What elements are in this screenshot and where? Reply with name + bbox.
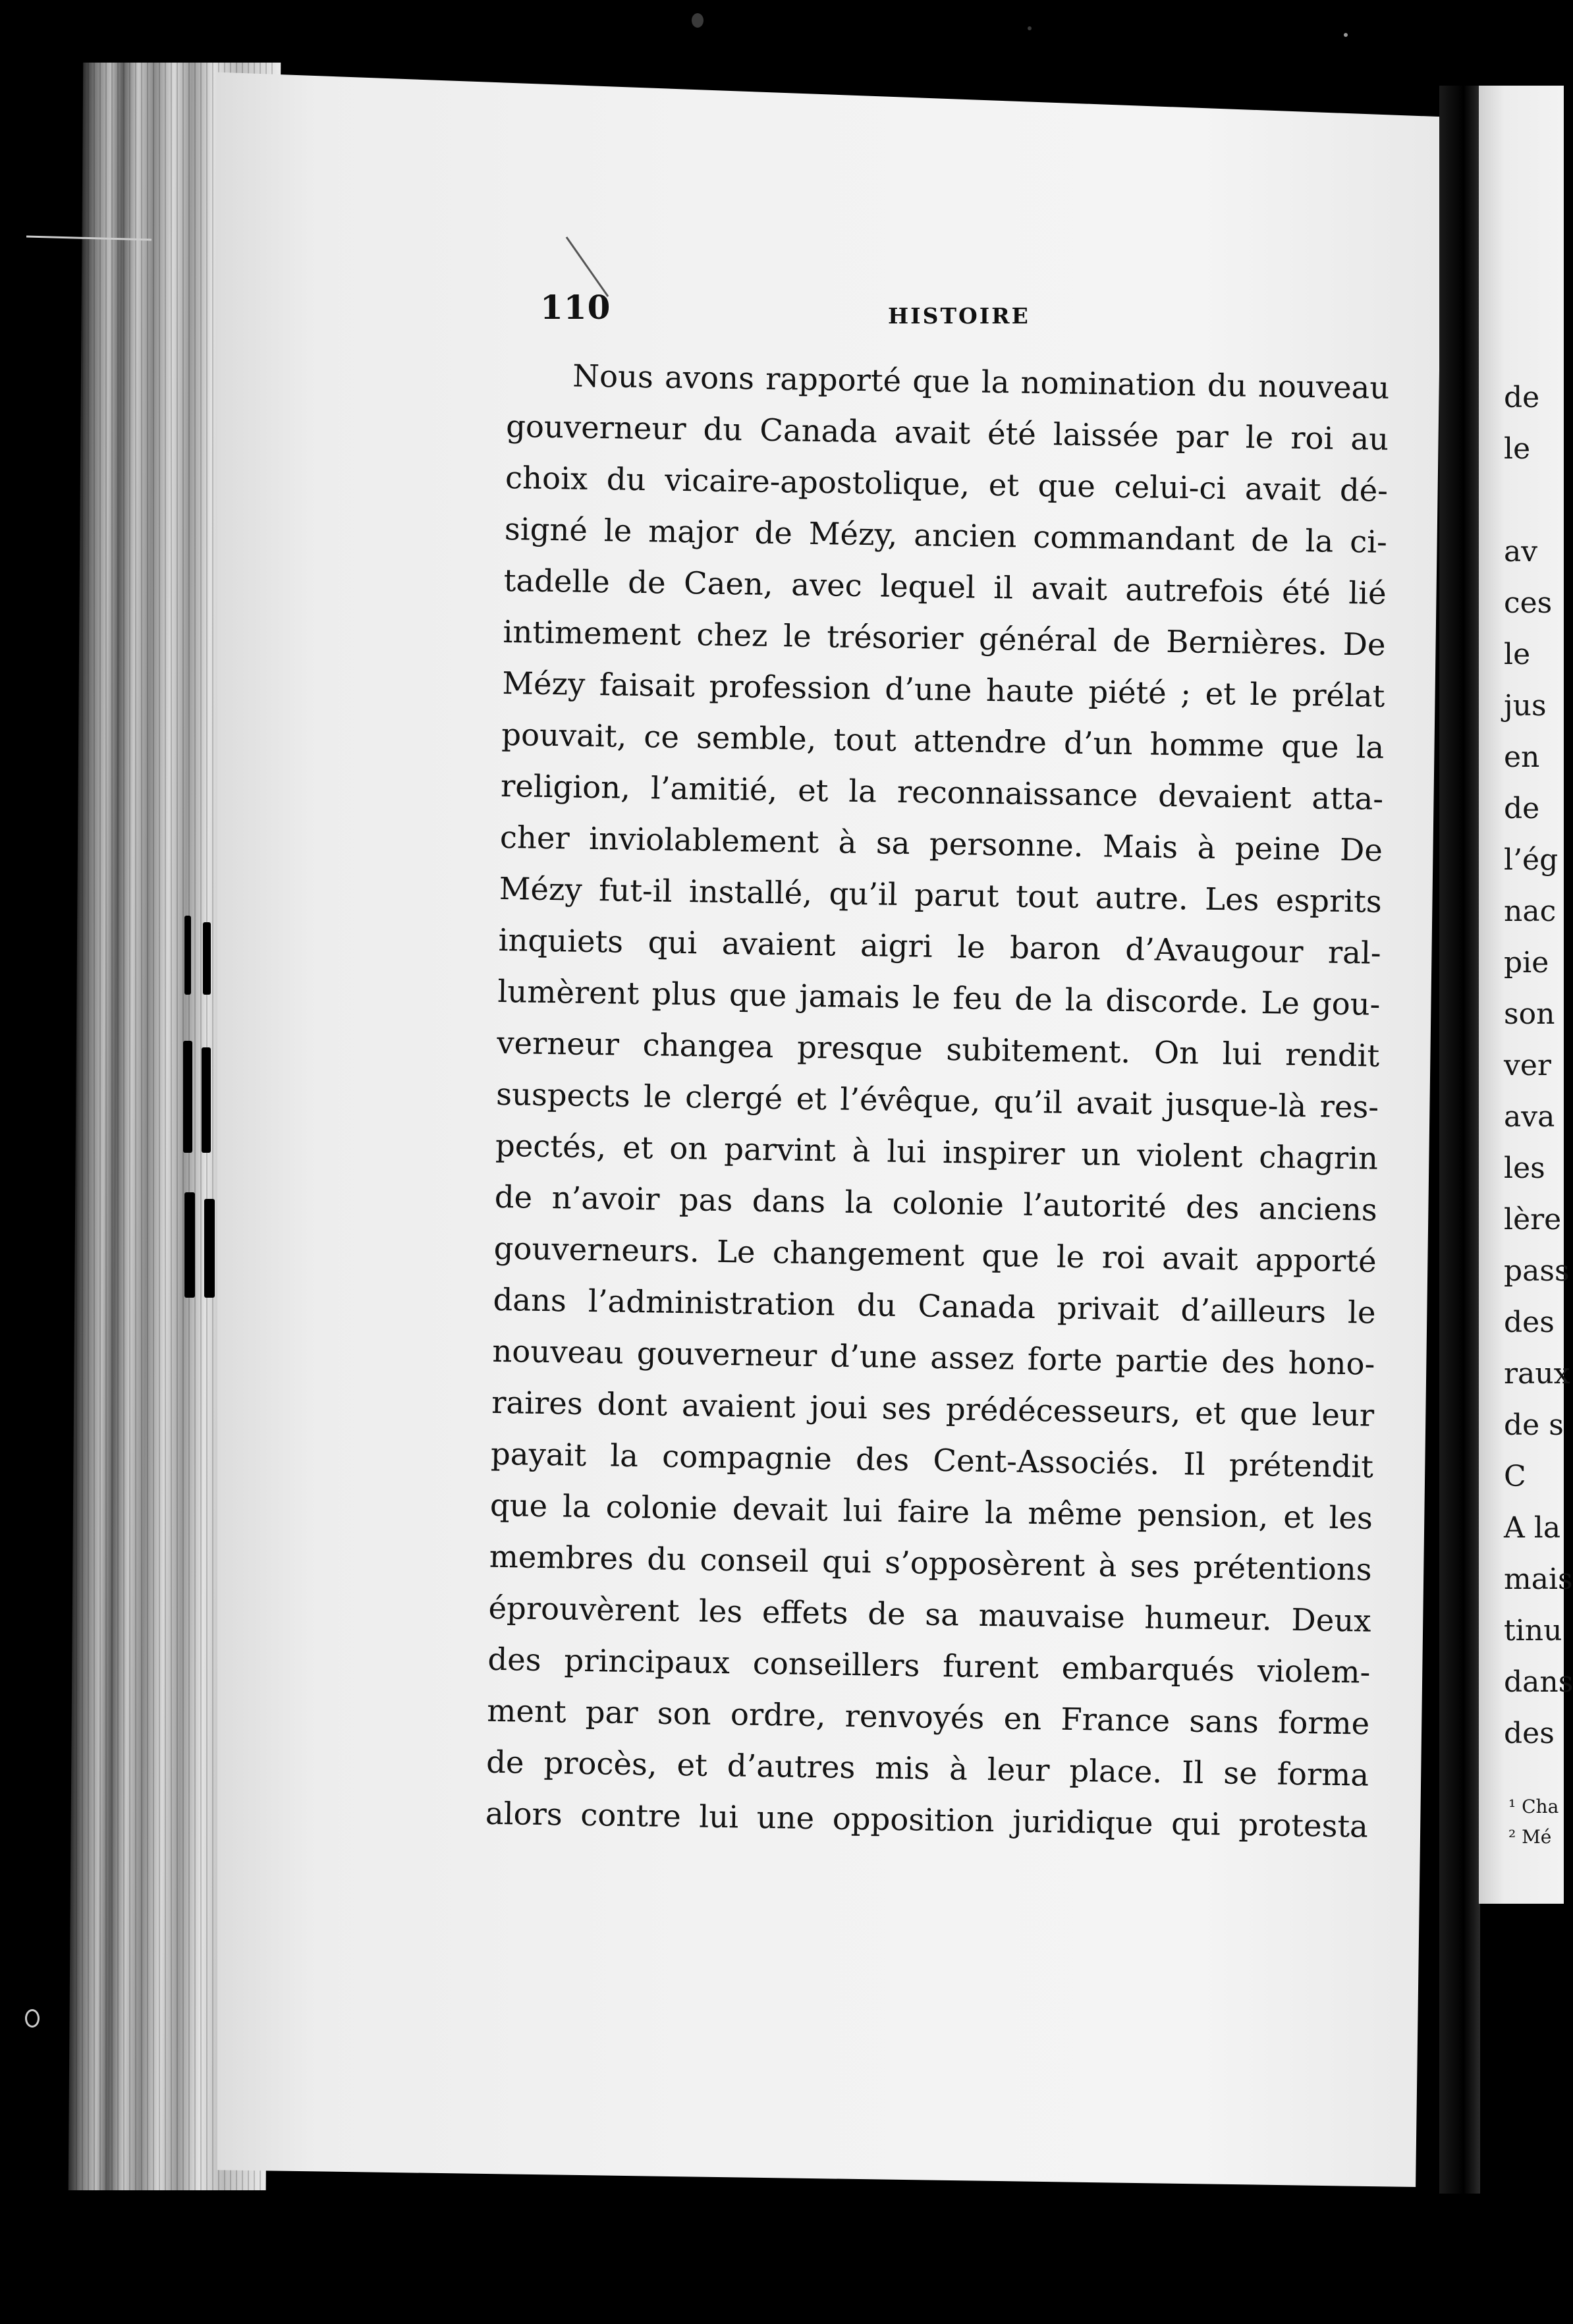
facing-text-fragment (1504, 475, 1564, 526)
facing-page-text (1504, 372, 1573, 1759)
spine-gutter (1439, 86, 1480, 2194)
text-line: Nous avons rapporté que la nomination du nouveau (572, 358, 1390, 406)
text-line: tadelle de Caen, avec lequel il avait autrefois été lié (503, 562, 1387, 611)
facing-text-fragment: des (1504, 1306, 1555, 1339)
scan-mark (25, 2009, 40, 2028)
page-number: 110 (540, 288, 611, 327)
facing-text-fragment: ver (1504, 1049, 1551, 1082)
text-line: verneur changea presque subitement. On lui rendit (496, 1024, 1380, 1074)
facing-footnote-fragment: ² Mé (1508, 1826, 1552, 1848)
facing-text-fragment: nac (1504, 895, 1557, 928)
text-line: que la colonie devait lui faire la même pension, et les (489, 1487, 1373, 1536)
facing-page-footnotes (1508, 1792, 1564, 1852)
text-line: raires dont avaient joui ses prédécesseurs, et que leur (491, 1384, 1375, 1433)
facing-text-fragment: l’ég (1504, 843, 1559, 877)
text-line: de procès, et d’autres mis à leur place. Il se forma (485, 1744, 1369, 1793)
body-paragraph (485, 349, 1389, 1852)
facing-text-fragment: dans (1504, 1665, 1573, 1699)
scan-speck (1344, 33, 1348, 37)
facing-text-fragment: le (1504, 432, 1531, 466)
facing-footnote-fragment: ¹ Cha (1508, 1796, 1559, 1817)
text-line: pectés, et on parvint à lui inspirer un violent chagrin (495, 1127, 1379, 1176)
scan-speck (692, 13, 704, 28)
text-line: des principaux conseillers furent embarqués violem- (487, 1641, 1371, 1690)
facing-text-fragment: le (1504, 638, 1531, 671)
facing-text-fragment: A la (1504, 1511, 1561, 1545)
facing-text-fragment: tinu (1504, 1614, 1562, 1647)
facing-text-fragment: en (1504, 740, 1540, 774)
text-line: cher inviolablement à sa personne. Mais à peine De (499, 819, 1383, 868)
facing-text-fragment: de s (1504, 1408, 1564, 1442)
facing-text-fragment: mais (1504, 1563, 1573, 1596)
text-line: nouveau gouverneur d’une assez forte partie des hono- (492, 1333, 1375, 1382)
text-line: éprouvèrent les effets de sa mauvaise humeur. Deux (488, 1590, 1371, 1639)
facing-text-fragment: av (1504, 535, 1538, 568)
facing-text-fragment: ces (1504, 586, 1553, 620)
text-line: pouvait, ce semble, tout attendre d’un homme que la (501, 716, 1385, 765)
facing-text-fragment: C (1504, 1460, 1526, 1493)
text-line: membres du conseil qui s’opposèrent à ses prétentions (489, 1538, 1373, 1588)
facing-text-fragment: de (1504, 381, 1540, 414)
text-line: inquiets qui avaient aigri le baron d’Avaugour ral- (498, 922, 1381, 971)
text-line: choix du vicaire-apostolique, et que celui-ci avait dé- (505, 459, 1389, 509)
facing-text-fragment: pie (1504, 946, 1549, 980)
text-line: religion, l’amitié, et la reconnaissance devaient atta- (500, 767, 1384, 817)
facing-text-fragment: les (1504, 1151, 1545, 1185)
text-line: de n’avoir pas dans la colonie l’autorité des anciens (494, 1178, 1378, 1228)
running-title: HISTOIRE (888, 303, 1030, 329)
facing-text-fragment: jus (1504, 689, 1547, 723)
text-line: dans l’administration du Canada privait d’ailleurs le (493, 1281, 1376, 1331)
facing-text-fragment: ava (1504, 1100, 1555, 1134)
scan-speck (1028, 26, 1032, 30)
facing-text-fragment: lère (1504, 1203, 1562, 1236)
text-line: Mézy faisait profession d’une haute piété ; et le prélat (502, 665, 1385, 714)
text-line: Mézy fut-il installé, qu’il parut tout autre. Les esprits (499, 870, 1383, 920)
text-line: signé le major de Mézy, ancien commandant de la ci- (504, 511, 1388, 560)
text-line: lumèrent plus que jamais le feu de la discorde. Le gou- (497, 973, 1381, 1022)
text-line: gouverneurs. Le changement que le roi avait apporté (493, 1230, 1377, 1279)
text-line: suspects le clergé et l’évêque, qu’il avait jusque-là res- (495, 1076, 1379, 1125)
text-line: intimement chez le trésorier général de Bernières. De (503, 613, 1386, 663)
facing-text-fragment: son (1504, 997, 1555, 1031)
facing-text-fragment: de (1504, 792, 1540, 825)
facing-text-fragment: des (1504, 1717, 1555, 1750)
text-line: alors contre lui une opposition juridique qui protesta (485, 1795, 1369, 1844)
text-line: gouverneur du Canada avait été laissée par le roi au (505, 408, 1389, 457)
text-line: payait la compagnie des Cent-Associés. Il prétendit (490, 1435, 1374, 1485)
text-line: ment par son ordre, renvoyés en France sans forme (486, 1692, 1370, 1742)
facing-text-fragment: raux (1504, 1357, 1570, 1391)
facing-text-fragment: pass (1504, 1254, 1570, 1288)
